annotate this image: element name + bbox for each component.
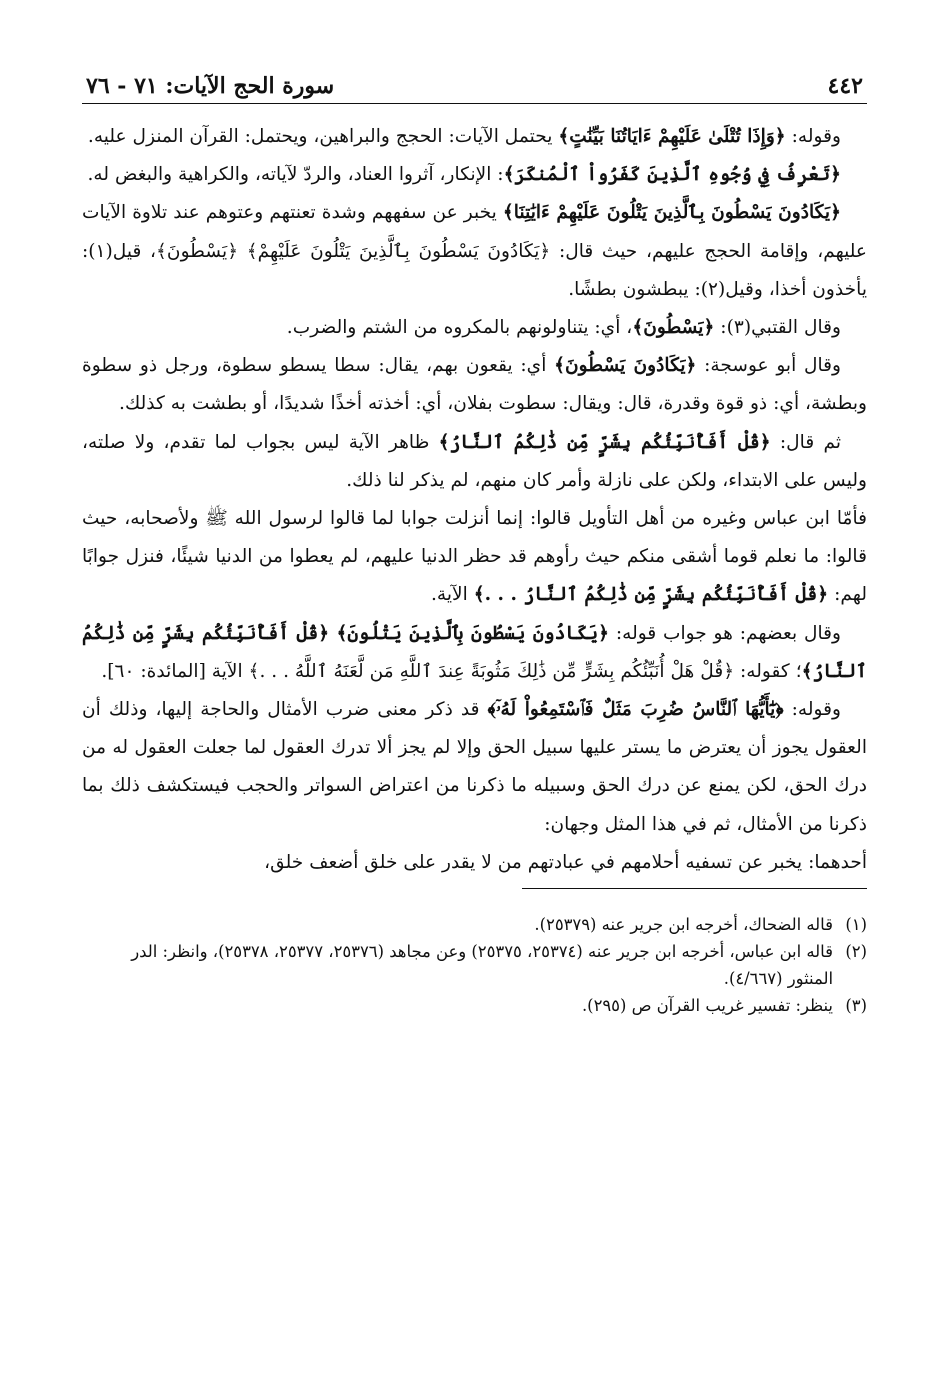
paragraph-text: قد ذكر معنى ضرب الأمثال والحاجة إليها، وذلك أن العقول يجوز أن يعترض ما يستر عليها سبيل الحق وإلا لم يجز ألا تدرك العقول لما جعلت العقول له من درك الحق، لكن يمنع عن درك الحق وسبيله ما ذكرنا من اعتراض السواتر والحجب فيستكشف ذلك بما ذكرنا من الأمثال، ثم في هذا المثل وجهان:	[82, 699, 867, 835]
paragraph-text: يحتمل الآيات: الحجج والبراهين، ويحتمل: القرآن المنزل عليه.	[87, 126, 559, 147]
paragraph-text: ثم قال:	[770, 431, 841, 453]
quran-verse: ﴿يَكَادُونَ يَسْطُونَ بِٱلَّذِينَ يَتْلُونَ عَلَيْهِمْ ءَايَٰتِنَا﴾	[502, 202, 841, 224]
paragraph	[82, 691, 867, 844]
footnote-number: (٣)	[845, 996, 867, 1016]
footnote-number: (٢)	[845, 942, 867, 962]
footnote	[82, 911, 867, 938]
quran-verse: ﴿يَٰٓأَيُّهَا ٱلنَّاسُ ضُرِبَ مَثَلٌ فَٱسْتَمِعُواْ لَهُۥٓ﴾	[487, 699, 784, 721]
paragraph	[82, 118, 867, 156]
quran-verse: ﴿يَكَادُونَ يَسْطُونَ﴾	[554, 355, 697, 377]
paragraph-text: فأمّا ابن عباس وغيره من أهل التأويل قالوا: إنما أنزلت جوابا لما قالوا لرسول الله ﷺ ولأصحابه، حيث قالوا: ما نعلم قوما أشقى منكم حيث رأوهم قد حظر الدنيا عليهم، لم يعطوا من الدنيا شيئًا، فنزل جوابًا لهم:	[82, 508, 867, 606]
book-page	[82, 60, 867, 1340]
quran-verse: ﴿يَسْطُونَ﴾	[632, 317, 715, 339]
paragraph-text: ؛ كقوله: ﴿قُلْ هَلْ أُنَبِّئُكُم بِشَرٍّ مِّن ذَٰلِكَ مَثُوبَةً عِندَ ٱللَّهِ مَن لَّعَنَهُ ٱللَّهُ . . .﴾ الآية [المائدة: ٦٠].	[101, 660, 802, 682]
quran-verse: ﴿تَعْرِفُ فِي وُجُوهِ ٱلَّذِينَ كَفَرُواْ ٱلْمُنكَرَ﴾	[503, 164, 841, 186]
paragraph-text: وقوله:	[783, 699, 841, 721]
quran-verse: ﴿يَكَادُونَ يَسْطُونَ بِٱلَّذِينَ يَتْلُونَ﴾ ﴿قُلْ أَفَأُنَبِّئُكُم بِشَرٍّ مِّن ذَٰلِكُمُ ٱلنَّارُ﴾	[82, 622, 867, 682]
paragraph	[82, 194, 867, 309]
paragraph	[82, 615, 867, 691]
footnote-text: ينظر: تفسير غريب القرآن ص (٢٩٥).	[581, 996, 833, 1016]
footnotes	[82, 911, 867, 1019]
footnote	[82, 992, 867, 1019]
paragraph	[82, 500, 867, 615]
paragraph	[82, 844, 867, 882]
paragraph-text: وقال القتبي(٣):	[714, 317, 841, 339]
footnote-text: قاله ابن عباس، أخرجه ابن جرير عنه (٢٥٣٧٤، ٢٥٣٧٥) وعن مجاهد (٢٥٣٧٦، ٢٥٣٧٧، ٢٥٣٧٨)، وانظر: الدر المنثور (٤/٦٦٧).	[131, 942, 833, 989]
paragraph-text: وقال بعضهم: هو جواب قوله:	[609, 622, 842, 644]
footnote-text: قاله الضحاك، أخرجه ابن جرير عنه (٢٥٣٧٩).	[534, 915, 833, 935]
footnote-separator	[522, 888, 867, 889]
paragraph-text: أحدهما: يخبر عن تسفيه أحلامهم في عبادتهم من لا يقدر على خلق أضعف خلق،	[264, 851, 867, 873]
running-header	[82, 60, 867, 104]
paragraph-text: يخبر عن سفههم وشدة تعنتهم وعتوهم عند تلاوة الآيات عليهم، وإقامة الحجج عليهم، حيث قال: ﴿يَكَادُونَ يَسْطُونَ بِٱلَّذِينَ يَتْلُونَ عَلَيْهِمْ﴾ ﴿يَسْطُونَ﴾، قيل(١): يأخذون أخذا، وقيل(٢): يبطشون بطشًا.	[82, 202, 867, 300]
paragraph-text: الآية.	[430, 584, 474, 606]
paragraph-text: أي: يقعون بهم، يقال: سطا يسطو سطوة، ورجل ذو سطوة وبطشة، أي: ذو قوة وقدرة، قال: ويقال: سطوت بفلان، أي: أخذته أخذًا شديدًا، أو بطشت به كذلك.	[82, 355, 867, 415]
footnote	[82, 938, 867, 992]
paragraph	[82, 309, 867, 347]
paragraph-text: وقال أبو عوسجة:	[696, 355, 842, 377]
quran-verse: ﴿وَإِذَا تُتْلَىٰ عَلَيْهِمْ ءَايَاتُنَا بَيِّنَٰتٍ﴾	[558, 126, 786, 147]
body-text	[82, 118, 867, 882]
paragraph-text: ، أي: يتناولونهم بالمكروه من الشتم والضرب.	[286, 317, 633, 339]
quran-verse: ﴿قُلْ أَفَأُنَبِّئُكُم بِشَرٍّ مِّن ذَٰلِكُمُ ٱلنَّارُ . . .﴾	[473, 584, 829, 606]
section-title: سورة الحج الآيات: ٧١ - ٧٦	[86, 73, 335, 99]
paragraph-text: : الإنكار، آثروا العناد، والردّ لآياته، والكراهية والبغض له.	[87, 164, 504, 186]
paragraph-text: وقوله:	[785, 126, 841, 147]
paragraph	[82, 156, 867, 194]
paragraph	[82, 424, 867, 500]
quran-verse: ﴿قُلْ أَفَأُنَبِّئُكُم بِشَرٍّ مِّن ذَٰلِكُمُ ٱلنَّارُ﴾	[438, 431, 771, 453]
paragraph	[82, 347, 867, 423]
page-number: ٤٤٢	[827, 73, 863, 99]
paragraph-text: ظاهر الآية ليس بجواب لما تقدم، ولا صلته، وليس على الابتداء، ولكن على نازلة وأمر كان منهم، لم يذكر لنا ذلك.	[82, 431, 867, 491]
footnote-number: (١)	[845, 915, 867, 935]
